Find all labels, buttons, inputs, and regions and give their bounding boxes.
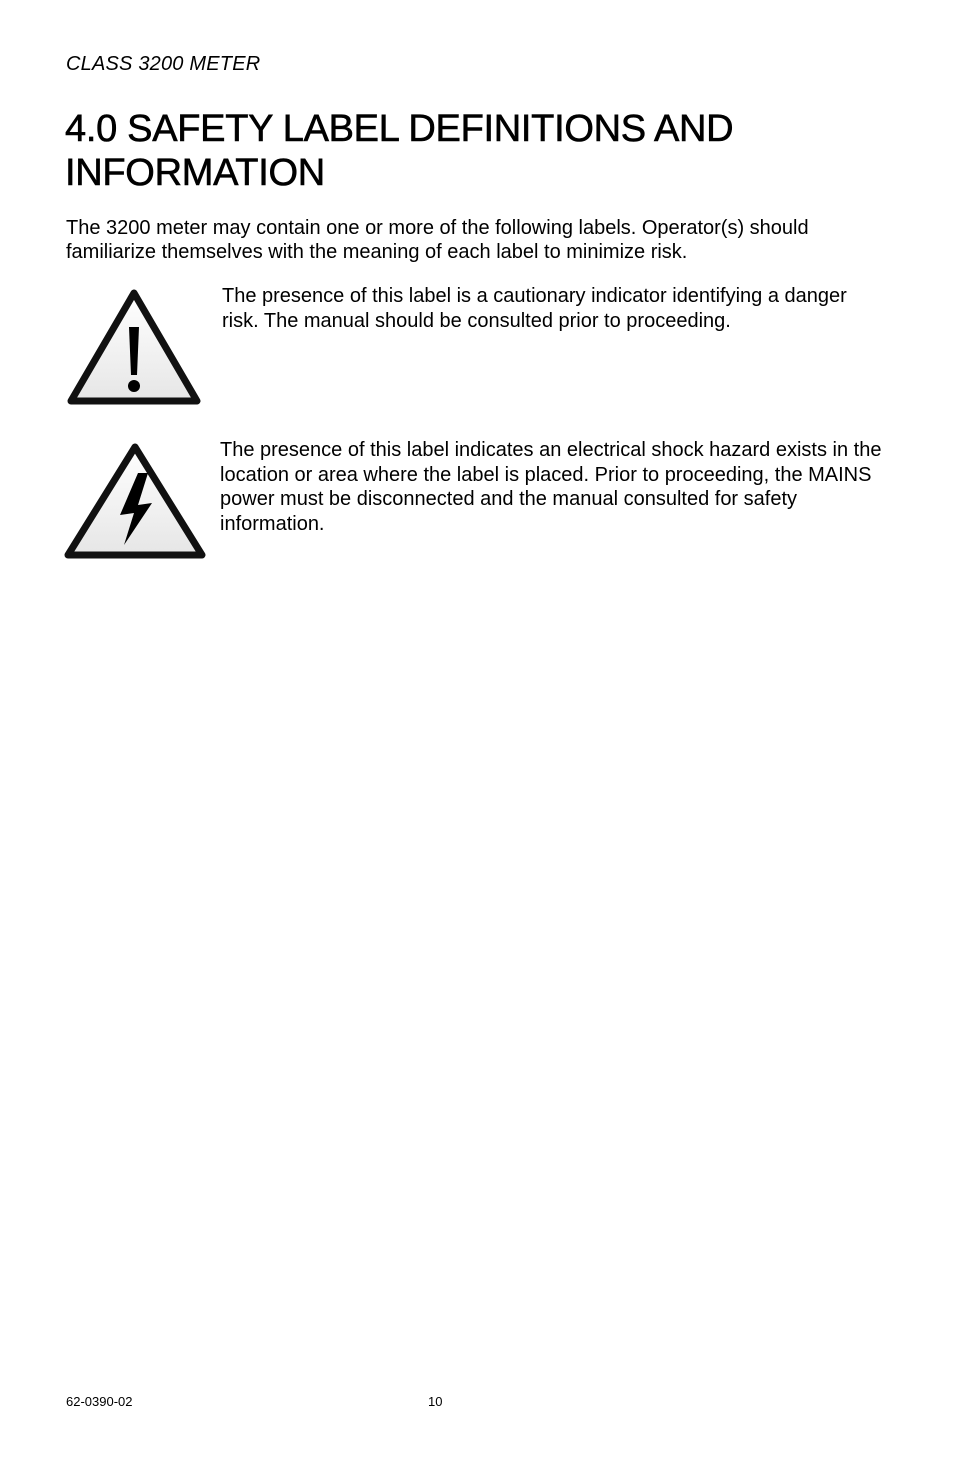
shock-label-description: The presence of this label indicates an electrical shock hazard exists in the location or area where the label is placed. Prior to proceeding, the MAINS power must be disconnected and the manual consulted for safety information. (220, 439, 882, 535)
running-header: CLASS 3200 METER (66, 53, 261, 75)
caution-label-description: The presence of this label is a cautionary indicator identifying a danger risk. The manual should be consulted prior to proceeding. (222, 285, 847, 332)
document-number: 62-0390-02 (66, 1394, 133, 1409)
section-title: 4.0 SAFETY LABEL DEFINITIONS AND INFORMATION (65, 108, 734, 194)
caution-exclamation-icon (67, 289, 201, 407)
page-number: 10 (428, 1394, 443, 1409)
electrical-shock-icon (64, 443, 206, 561)
intro-paragraph: The 3200 meter may contain one or more of the following labels. Operator(s) should familiarize themselves with the meaning of each label to minimize risk. (66, 217, 809, 263)
